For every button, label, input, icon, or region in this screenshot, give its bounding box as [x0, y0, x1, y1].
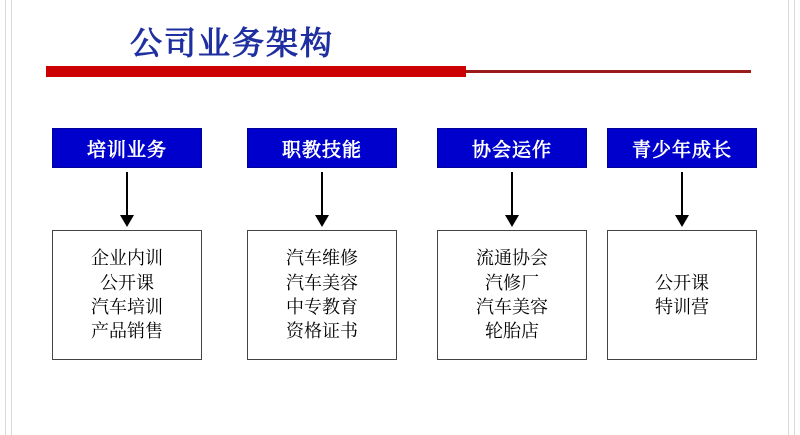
- arrow-head-1: [315, 215, 329, 227]
- org-item: 轮胎店: [485, 321, 539, 342]
- org-header-label-0: 培训业务: [86, 139, 167, 161]
- arrow-shaft-0: [126, 172, 128, 218]
- org-column-3: [607, 128, 757, 360]
- org-header-box-1[interactable]: [247, 128, 397, 168]
- arrow-shaft-3: [681, 172, 683, 218]
- arrow-shaft-1: [321, 172, 323, 218]
- slide-edge-line-right-inner: [788, 0, 789, 435]
- org-header-box-2[interactable]: [437, 128, 587, 168]
- org-header-label-3: 青少年成长: [631, 139, 732, 161]
- arrow-shaft-2: [511, 172, 513, 218]
- org-header-box-3[interactable]: [607, 128, 757, 168]
- org-body-box-2[interactable]: [437, 230, 587, 360]
- arrow-head-2: [505, 215, 519, 227]
- title-underline-thick: [46, 66, 466, 77]
- arrow-down-icon-3: [607, 168, 757, 230]
- org-body-box-1[interactable]: [247, 230, 397, 360]
- org-item: 汽车维修: [286, 248, 358, 269]
- org-header-label-1: 职教技能: [281, 139, 362, 161]
- org-item: 汽修厂: [485, 272, 539, 293]
- org-item: 公开课: [100, 272, 154, 293]
- org-column-1: [247, 128, 397, 360]
- slide-edge-line-right-outer: [794, 0, 795, 435]
- arrow-down-icon-0: [52, 168, 202, 230]
- org-item: 产品销售: [91, 321, 163, 342]
- org-column-0: [52, 128, 202, 360]
- org-body-box-0[interactable]: [52, 230, 202, 360]
- org-item: 汽车美容: [476, 297, 548, 317]
- arrow-down-icon-2: [437, 168, 587, 230]
- org-item: 资格证书: [286, 321, 358, 342]
- arrow-down-icon-1: [247, 168, 397, 230]
- org-item: 企业内训: [91, 248, 163, 269]
- org-item: 流通协会: [476, 248, 548, 269]
- org-body-box-3[interactable]: [607, 230, 757, 360]
- org-item: 汽车培训: [91, 297, 163, 317]
- org-item: 公开课: [655, 272, 709, 293]
- slide-edge-line-left-inner: [11, 0, 12, 435]
- org-item: 中专教育: [286, 297, 358, 317]
- org-header-box-0[interactable]: [52, 128, 202, 168]
- org-column-2: [437, 128, 587, 360]
- slide-edge-line-left-outer: [5, 0, 6, 435]
- org-header-label-2: 协会运作: [471, 139, 552, 161]
- arrow-head-3: [675, 215, 689, 227]
- page-title: 公司业务架构: [130, 25, 335, 61]
- arrow-head-0: [120, 215, 134, 227]
- org-item: 特训营: [655, 297, 709, 317]
- org-item: 汽车美容: [286, 272, 358, 293]
